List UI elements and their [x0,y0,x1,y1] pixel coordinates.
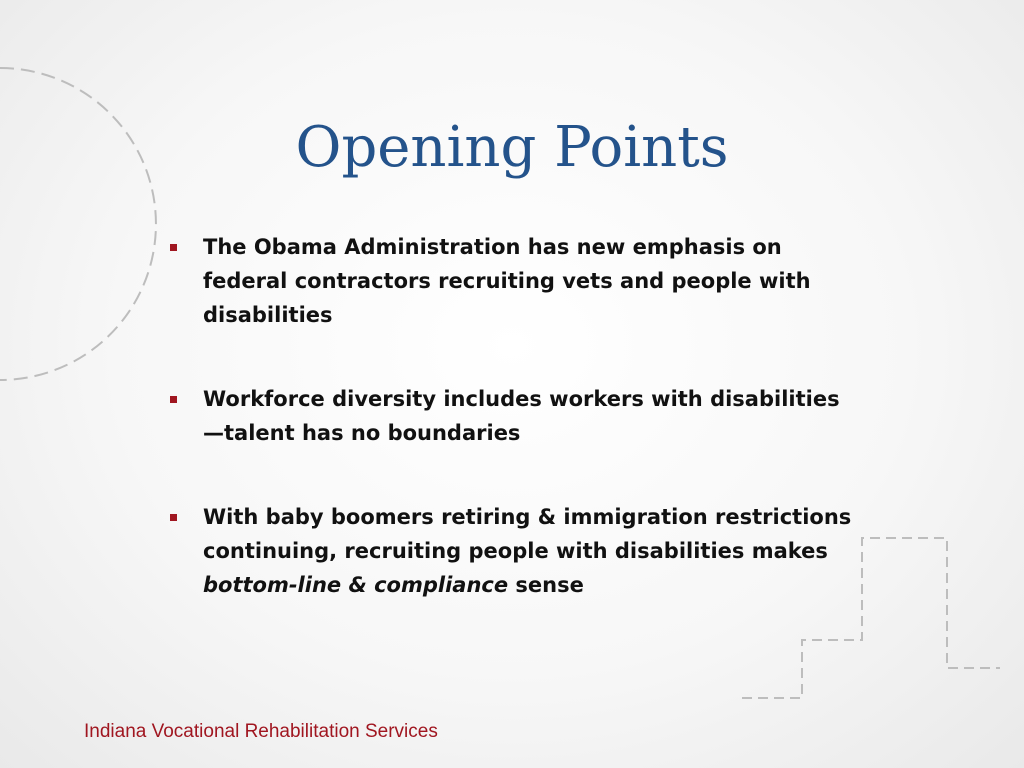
bullet-item [170,230,860,332]
bullet-text: With baby boomers retiring & immigration restrictions continuing, recruiting people with disabilities makes [203,505,852,563]
bullet-item [170,382,860,450]
square-bullet-icon [170,514,177,521]
bullet-list [170,230,860,652]
square-bullet-icon [170,244,177,251]
bullet-text: Workforce diversity includes workers with disabilities—talent has no boundaries [203,387,840,445]
footer-organization: Indiana Vocational Rehabilitation Services [84,721,438,742]
bullet-text-end: sense [508,573,584,597]
bullet-emphasis: bottom-line & compliance [203,573,509,597]
bullet-text: The Obama Administration has new emphasis on federal contractors recruiting vets and people with disabilities [203,235,811,327]
slide-title: Opening Points [295,115,729,180]
square-bullet-icon [170,396,177,403]
bullet-item [170,500,860,602]
